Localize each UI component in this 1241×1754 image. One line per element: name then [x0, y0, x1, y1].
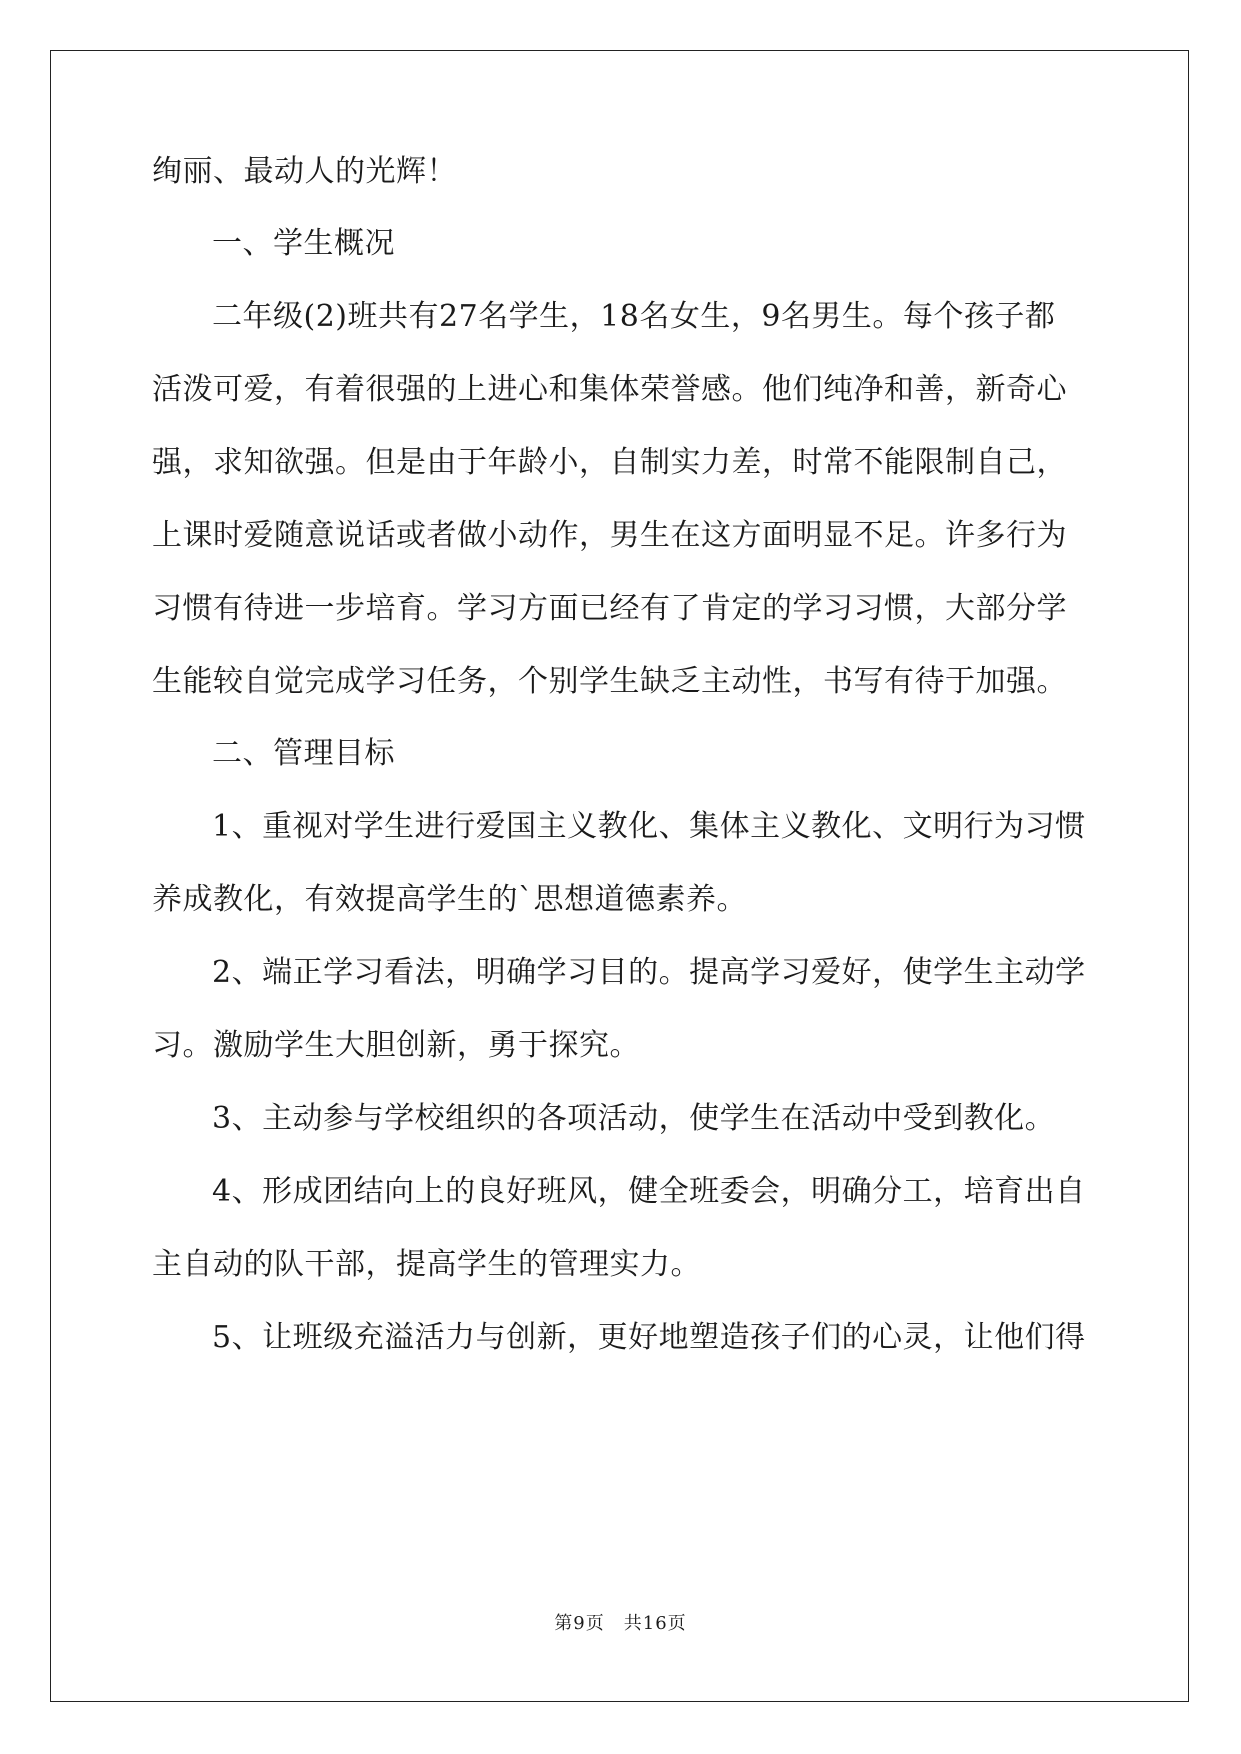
section-heading: 一、学生概况 [212, 226, 395, 261]
text-line: 强，求知欲强。但是由于年龄小，自制实力差，时常不能限制自己， [152, 445, 1067, 480]
text-line: 习惯有待进一步培育。学习方面已经有了肯定的学习习惯，大部分学 [152, 591, 1067, 626]
text-line: 4、形成团结向上的良好班风，健全班委会，明确分工，培育出自 [212, 1174, 1086, 1209]
text-line: 3、主动参与学校组织的各项活动，使学生在活动中受到教化。 [212, 1101, 1056, 1136]
text-line: 2、端正学习看法，明确学习目的。提高学习爱好，使学生主动学 [212, 955, 1086, 990]
text-line: 1、重视对学生进行爱国主义教化、集体主义教化、文明行为习惯 [212, 809, 1086, 844]
text-line: 活泼可爱，有着很强的上进心和集体荣誉感。他们纯净和善，新奇心 [152, 372, 1067, 407]
section-heading: 二、管理目标 [212, 736, 395, 771]
text-line: 绚丽、最动人的光辉！ [152, 154, 457, 189]
text-line: 上课时爱随意说话或者做小动作，男生在这方面明显不足。许多行为 [152, 518, 1067, 553]
text-line: 生能较自觉完成学习任务，个别学生缺乏主动性，书写有待于加强。 [152, 664, 1067, 699]
text-line: 主自动的队干部，提高学生的管理实力。 [152, 1247, 701, 1282]
text-line: 习。激励学生大胆创新，勇于探究。 [152, 1028, 640, 1063]
text-line: 二年级(2)班共有27名学生，18名女生，9名男生。每个孩子都 [212, 299, 1056, 334]
text-line: 养成教化，有效提高学生的`思想道德素养。 [152, 882, 747, 917]
page-number: 第9页 共16页 [554, 1613, 687, 1634]
text-line: 5、让班级充溢活力与创新，更好地塑造孩子们的心灵，让他们得 [212, 1320, 1086, 1355]
